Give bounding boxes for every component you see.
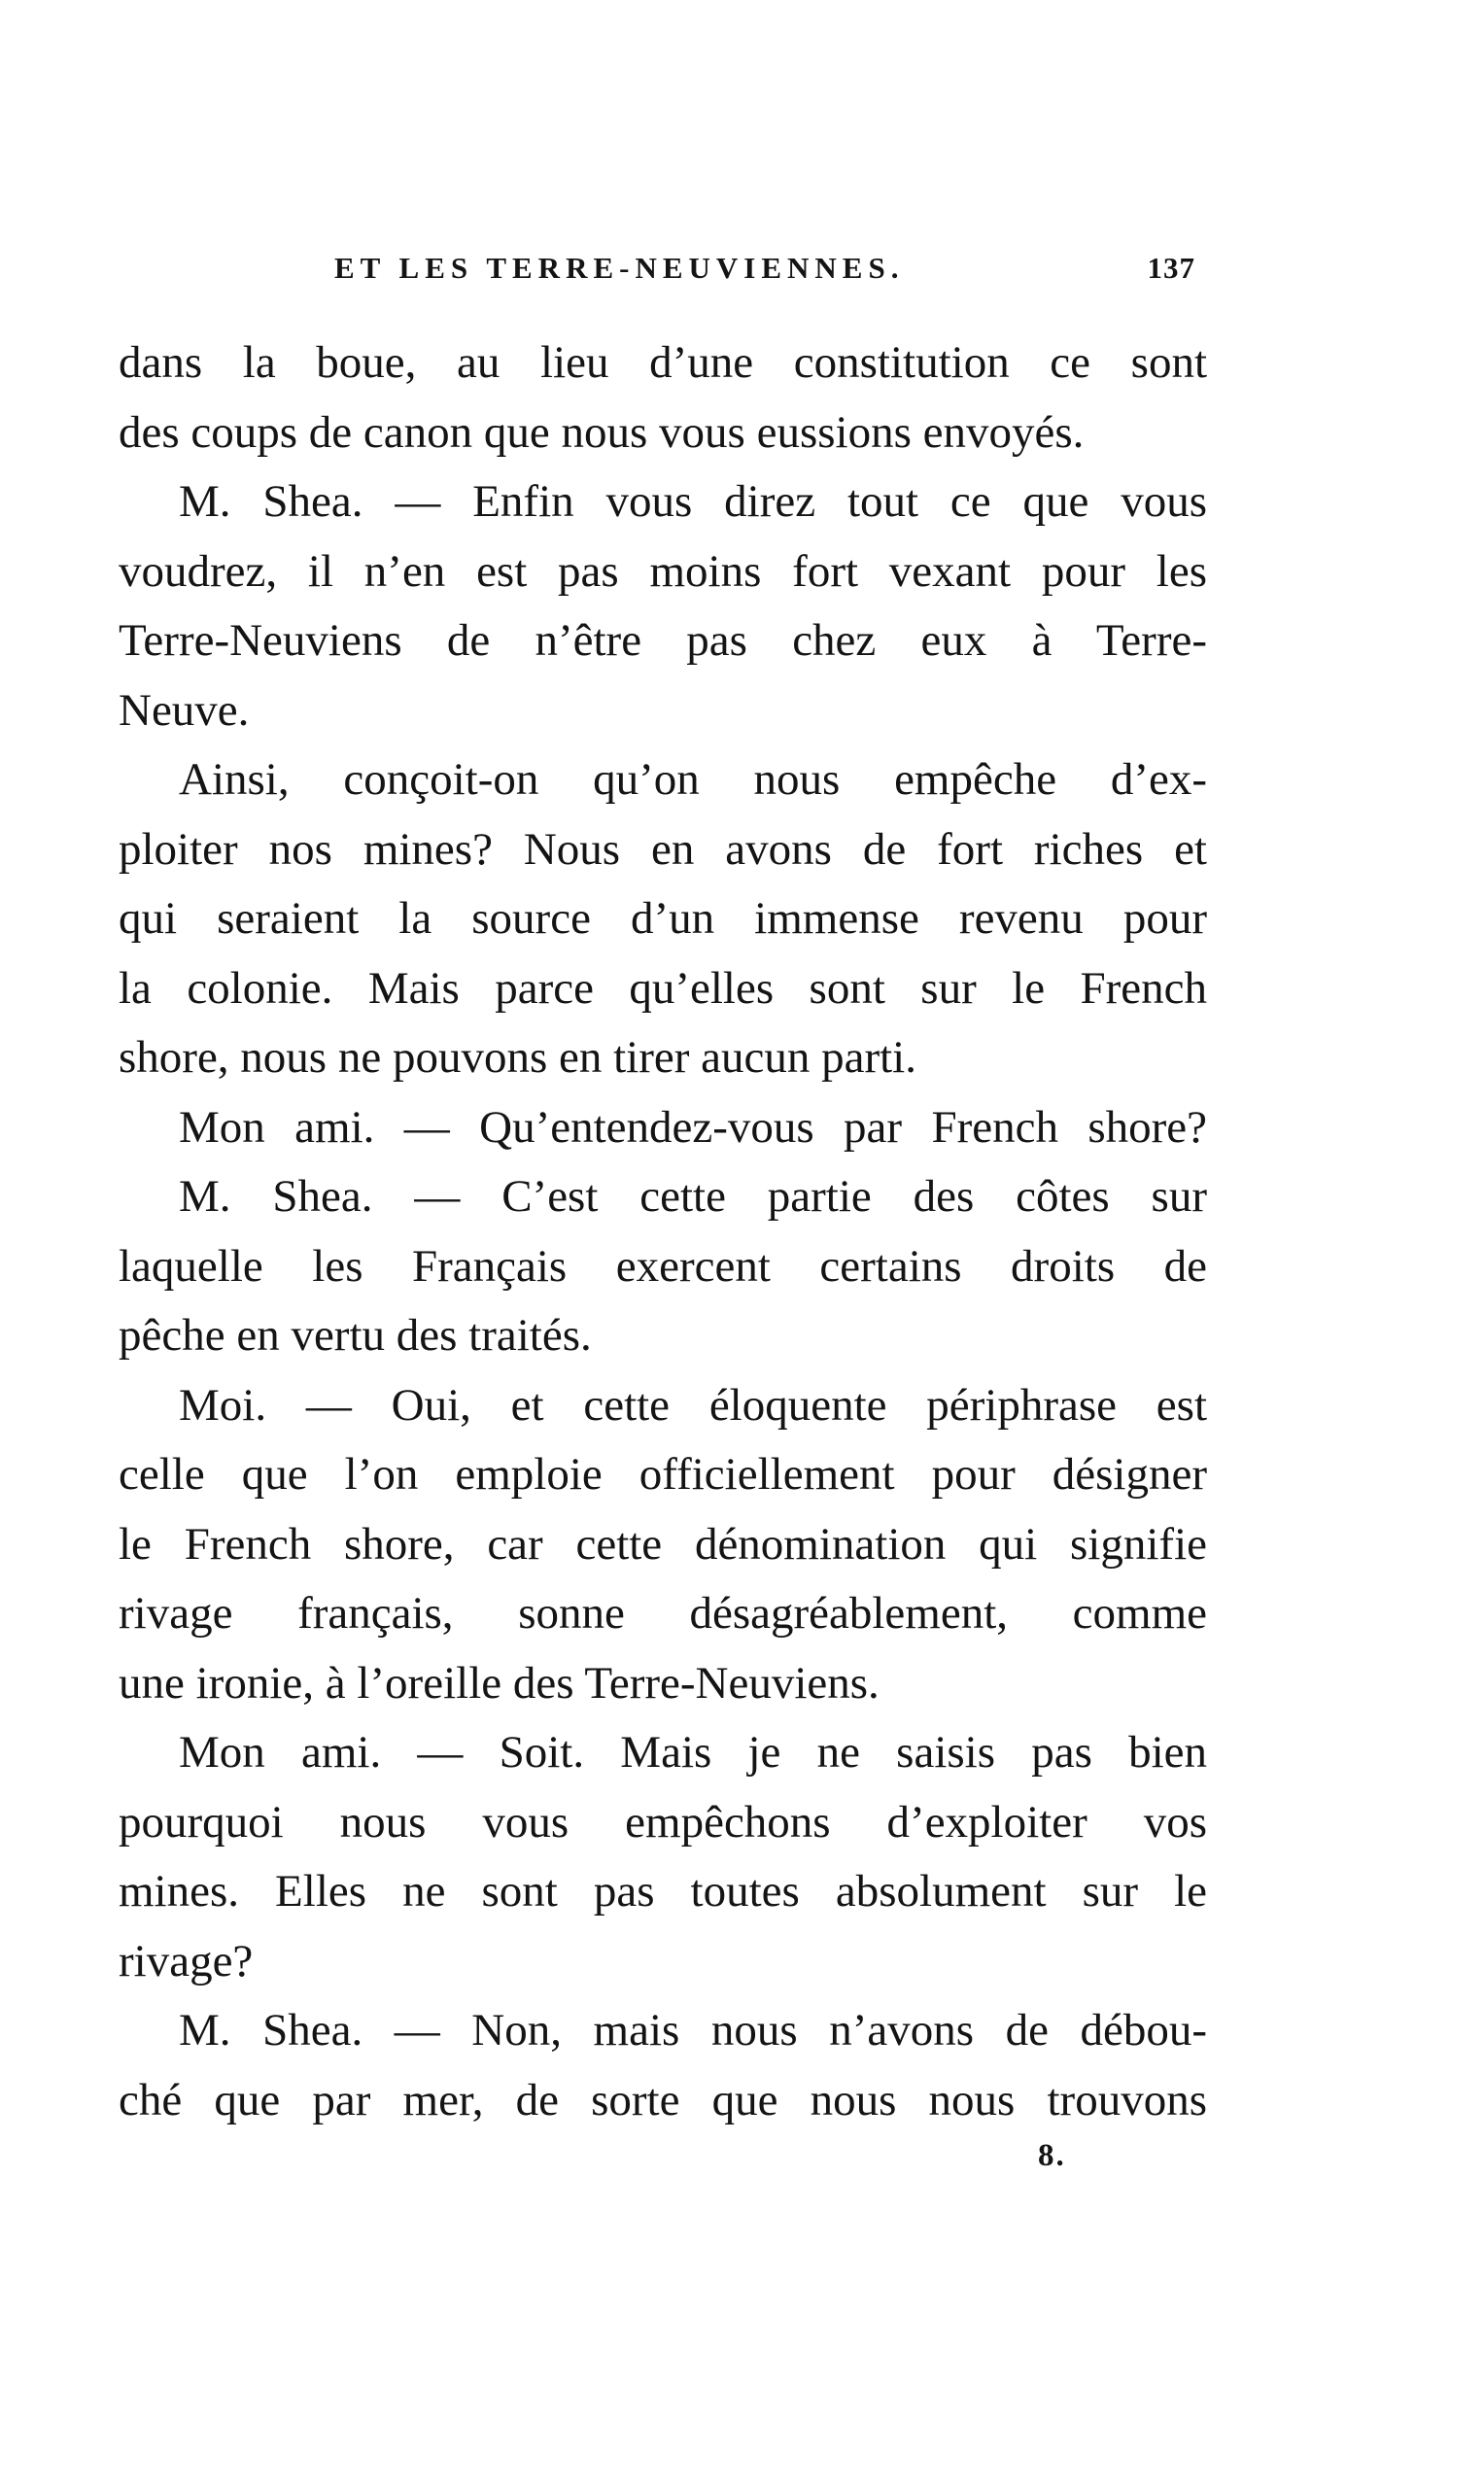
running-head — [119, 251, 1207, 294]
text-line: shore, nous ne pouvons en tirer aucun parti. — [119, 1032, 916, 1083]
text-line: mines. Elles ne sont pas toutes absolument sur le — [119, 1866, 1207, 1917]
text-line: celle que l’on emploie officiellement pour désigner — [119, 1449, 1207, 1500]
page-number: 137 — [1147, 251, 1195, 285]
text-line: la colonie. Mais parce qu’elles sont sur le French — [119, 962, 1207, 1014]
text-line: le French shore, car cette dénomination qui signifie — [119, 1518, 1207, 1570]
text-line: Ainsi, conçoit-on qu’on nous empêche d’ex- — [179, 754, 1207, 805]
text-line: Terre-Neuviens de n’être pas chez eux à Terre- — [119, 615, 1207, 666]
text-line: dans la boue, au lieu d’une constitution ce sont — [119, 337, 1207, 388]
text-line: rivage? — [119, 1935, 254, 1987]
text-line: Mon ami. — Qu’entendez-vous par French shore? — [179, 1101, 1207, 1153]
text-line: ploiter nos mines? Nous en avons de fort riches et — [119, 823, 1207, 875]
text-line: voudrez, il n’en est pas moins fort vexant pour les — [119, 545, 1207, 597]
text-line: M. Shea. — Non, mais nous n’avons de débou- — [179, 2005, 1207, 2056]
text-line: des coups de canon que nous vous eussions envoyés. — [119, 406, 1085, 458]
running-title: ET LES TERRE-NEUVIENNES. — [334, 251, 905, 285]
text-line: qui seraient la source d’un immense revenu pour — [119, 893, 1207, 944]
text-line: pourquoi nous vous empêchons d’exploiter vos — [119, 1796, 1207, 1848]
text-line: ché que par mer, de sorte que nous nous trouvons — [119, 2074, 1207, 2125]
text-line: pêche en vertu des traités. — [119, 1310, 592, 1361]
text-line: Neuve. — [119, 684, 250, 736]
text-line: M. Shea. — Enfin vous direz tout ce que vous — [179, 476, 1207, 527]
text-line: Moi. — Oui, et cette éloquente périphrase est — [179, 1379, 1207, 1431]
text-line: laquelle les Français exercent certains droits de — [119, 1240, 1207, 1292]
body-text — [119, 328, 1207, 2135]
signature-mark: 8. — [1038, 2138, 1066, 2173]
text-line: Mon ami. — Soit. Mais je ne saisis pas bien — [179, 1727, 1207, 1778]
text-line: rivage français, sonne désagréablement, comme — [119, 1588, 1207, 1639]
text-line: une ironie, à l’oreille des Terre-Neuviens. — [119, 1657, 880, 1709]
text-line: M. Shea. — C’est cette partie des côtes sur — [179, 1171, 1207, 1222]
